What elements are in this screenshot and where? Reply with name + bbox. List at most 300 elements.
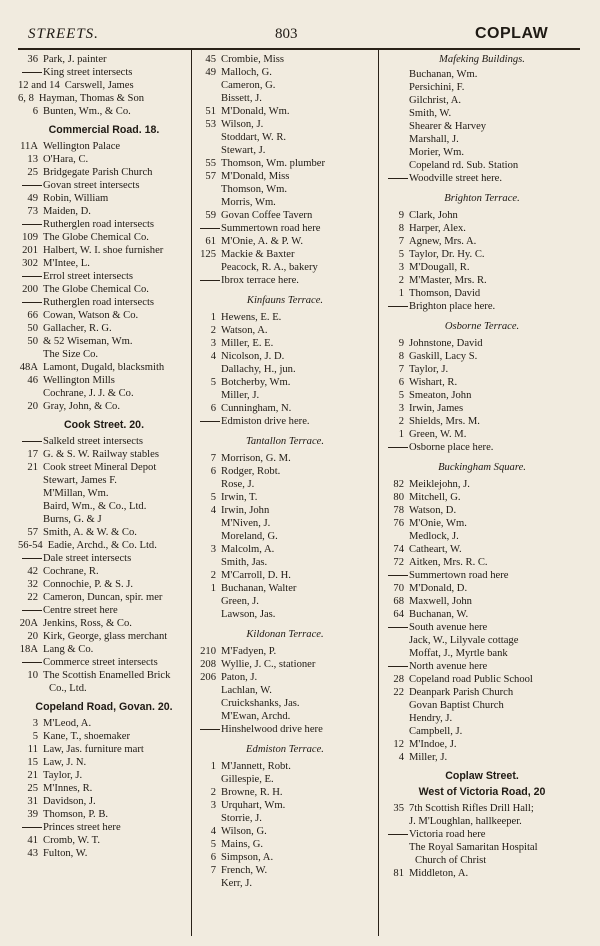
terrace-heading: Kildonan Terrace.	[246, 629, 324, 640]
directory-entry	[196, 66, 374, 79]
entry-name: 7th Scottish Rifles Drill Hall;	[409, 803, 534, 814]
house-number: 25	[27, 167, 38, 178]
directory-entry	[18, 643, 190, 656]
cross-street-note: Hinshelwood drive here	[196, 723, 374, 736]
house-number: 1	[398, 288, 404, 299]
house-number: 5	[32, 731, 38, 742]
house-number: 81	[393, 868, 404, 879]
directory-entry-continued: Buchanan, Wm.	[409, 69, 478, 80]
house-number: 11	[27, 744, 38, 755]
house-number: 201	[22, 245, 38, 256]
directory-entry	[384, 867, 580, 880]
directory-entry	[196, 170, 374, 183]
house-number: 8	[398, 223, 404, 234]
directory-entry	[384, 478, 580, 491]
entry-name: Hayman, Thomas & Son	[38, 93, 145, 104]
directory-entry	[196, 376, 374, 389]
cross-street-note: Rutherglen road intersects	[18, 296, 190, 309]
entry-name: Cochrane, R.	[43, 566, 99, 577]
directory-entry-continued: Gillespie, E.	[221, 774, 274, 785]
house-number: 4	[210, 351, 216, 362]
directory-entry	[196, 645, 374, 658]
entry-name: Simpson, A.	[221, 852, 274, 863]
house-number: 49	[205, 67, 216, 78]
entry-name: Hewens, E. E.	[221, 312, 282, 323]
entry-name: G. & S. W. Railway stables	[43, 449, 159, 460]
directory-entry	[18, 539, 190, 552]
entry-name: Fulton, W.	[43, 848, 88, 859]
directory-entry-continued: Campbell, J.	[409, 726, 463, 737]
house-number: 1	[210, 312, 216, 323]
directory-entry	[384, 686, 580, 699]
house-number: 20A	[19, 618, 38, 629]
entry-name: Nicolson, J. D.	[221, 351, 285, 362]
house-number: 22	[27, 592, 38, 603]
directory-entry	[196, 209, 374, 222]
directory-entry	[18, 617, 190, 630]
entry-name: M'Dougall, R.	[409, 262, 470, 273]
house-number: 21	[27, 462, 38, 473]
directory-entry	[18, 834, 190, 847]
house-number: 66	[27, 310, 38, 321]
directory-entry-continued: Shearer & Harvey	[409, 121, 487, 132]
house-number: 64	[393, 609, 404, 620]
entry-name: M'Onie, A. & P. W.	[221, 236, 303, 247]
directory-entry	[18, 244, 190, 257]
entry-name: Thomson, David	[409, 288, 481, 299]
directory-entry	[196, 311, 374, 324]
terrace-heading: Buckingham Square.	[438, 462, 526, 473]
directory-entry-continued: Smith, Jas.	[221, 557, 268, 568]
house-number: 50	[27, 336, 38, 347]
house-number: 5	[398, 390, 404, 401]
directory-entry	[384, 608, 580, 621]
house-number: 3	[210, 338, 216, 349]
entry-name: Watson, A.	[221, 325, 268, 336]
directory-entry	[18, 105, 190, 118]
cross-street-note: Commerce street intersects	[18, 656, 190, 669]
entry-name: Buchanan, Walter	[221, 583, 297, 594]
directory-entry	[18, 730, 190, 743]
entry-name: Wilson, G.	[221, 826, 267, 837]
directory-entry	[384, 595, 580, 608]
entry-name: Copeland road Public School	[409, 674, 533, 685]
house-number: 9	[398, 210, 404, 221]
directory-entry	[18, 448, 190, 461]
entry-name: Cameron, Duncan, spir. mer	[43, 592, 163, 603]
directory-entry-continued: Burns, G. & J	[43, 514, 102, 525]
house-number: 76	[393, 518, 404, 529]
directory-entry	[18, 257, 190, 270]
directory-entry	[384, 389, 580, 402]
street-heading: Coplaw Street.	[445, 770, 519, 782]
directory-entry	[384, 402, 580, 415]
entry-name: Paton, J.	[221, 672, 258, 683]
house-number: 1	[210, 761, 216, 772]
directory-entry	[196, 582, 374, 595]
entry-name: M'Onie, Wm.	[409, 518, 467, 529]
entry-name: Irwin, John	[221, 505, 270, 516]
directory-entry	[196, 465, 374, 478]
directory-entry	[196, 402, 374, 415]
entry-name: Crombie, Miss	[221, 54, 284, 65]
column-divider-2	[378, 50, 379, 936]
directory-entry-continued: Dallachy, H., jun.	[221, 364, 296, 375]
house-number: 57	[27, 527, 38, 538]
entry-name: Maiden, D.	[43, 206, 91, 217]
directory-entry	[196, 157, 374, 170]
cross-street-note: Ibrox terrace here.	[196, 274, 374, 287]
directory-entry	[384, 209, 580, 222]
directory-entry	[196, 671, 374, 684]
entry-name: Rodger, Robt.	[221, 466, 281, 477]
cross-street-note: King street intersects	[18, 66, 190, 79]
directory-entry	[384, 235, 580, 248]
house-number: 5	[210, 492, 216, 503]
entry-name: Morrison, G. M.	[221, 453, 291, 464]
entry-name: Connochie, P. & S. J.	[43, 579, 134, 590]
house-number: 7	[398, 364, 404, 375]
house-number: 17	[27, 449, 38, 460]
directory-entry	[18, 847, 190, 860]
entry-name: Watson, D.	[409, 505, 457, 516]
entry-name: Bridgegate Parish Church	[43, 167, 153, 178]
entry-name: Thomson, P. B.	[43, 809, 109, 820]
directory-entry-continued: Smith, W.	[409, 108, 452, 119]
directory-entry	[384, 504, 580, 517]
entry-name: M'Donald, D.	[409, 583, 468, 594]
directory-entry-continued: Moffat, J., Myrtle bank	[409, 648, 508, 659]
cross-street-note: Summertown road here	[384, 569, 580, 582]
directory-entry	[18, 743, 190, 756]
house-number: 13	[27, 154, 38, 165]
directory-entry	[384, 738, 580, 751]
house-number: 2	[398, 275, 404, 286]
directory-entry	[384, 222, 580, 235]
entry-name: Robin, William	[43, 193, 109, 204]
house-number: 2	[210, 325, 216, 336]
entry-name: Cromb, W. T.	[43, 835, 100, 846]
entry-name: Browne, R. H.	[221, 787, 283, 798]
cross-street-note: Brighton place here.	[384, 300, 580, 313]
directory-entry	[196, 324, 374, 337]
house-number: 53	[205, 119, 216, 130]
entry-name: Jenkins, Ross, & Co.	[43, 618, 132, 629]
house-number: 21	[27, 770, 38, 781]
directory-entry-continued: Stewart, J.	[221, 145, 266, 156]
directory-entry	[18, 526, 190, 539]
house-number: 51	[205, 106, 216, 117]
entry-name: M'Donald, Miss	[221, 171, 290, 182]
house-number: 7	[210, 453, 216, 464]
directory-entry	[384, 350, 580, 363]
directory-entry-continued: M'Millan, Wm.	[43, 488, 109, 499]
directory-entry-continued: Baird, Wm., & Co., Ltd.	[43, 501, 147, 512]
directory-entry	[196, 504, 374, 517]
directory-entry	[384, 428, 580, 441]
directory-entry	[196, 248, 374, 261]
entry-name: & 52 Wiseman, Wm.	[43, 336, 133, 347]
entry-name: Kane, T., shoemaker	[43, 731, 130, 742]
entry-name: Johnstone, David	[409, 338, 483, 349]
terrace-heading: Kinfauns Terrace.	[246, 295, 324, 306]
cross-street-note: Salkeld street intersects	[18, 435, 190, 448]
directory-entry	[384, 673, 580, 686]
cross-street-note: Dale street intersects	[18, 552, 190, 565]
entry-name: Wishart, R.	[409, 377, 458, 388]
house-number: 109	[22, 232, 38, 243]
directory-entry	[18, 591, 190, 604]
entry-name: Miller, J.	[409, 752, 448, 763]
entry-name: Gray, John, & Co.	[43, 401, 120, 412]
house-number: 45	[205, 54, 216, 65]
directory-entry-continued: The Royal Samaritan Hospital	[409, 842, 538, 853]
entry-name: Bunten, Wm., & Co.	[43, 106, 131, 117]
header-rule	[18, 48, 580, 50]
entry-name: The Globe Chemical Co.	[43, 284, 149, 295]
directory-entry-continued: Peacock, R. A., bakery	[221, 262, 318, 273]
entry-name: M'Carroll, D. H.	[221, 570, 291, 581]
entry-name: M'Jannett, Robt.	[221, 761, 291, 772]
directory-entry-continued: Bissett, J.	[221, 93, 262, 104]
entry-name: Taylor, J.	[409, 364, 449, 375]
house-number: 56-54	[18, 540, 43, 551]
directory-entry-continued: Church of Christ	[415, 855, 487, 866]
directory-entry-continued: Miller, J.	[221, 390, 260, 401]
directory-entry	[18, 578, 190, 591]
directory-entry	[196, 799, 374, 812]
house-number: 73	[27, 206, 38, 217]
entry-name: M'Leod, A.	[43, 718, 92, 729]
entry-name: Davidson, J.	[43, 796, 96, 807]
directory-entry-continued: Gilchrist, A.	[409, 95, 462, 106]
street-heading: Commercial Road. 18.	[48, 124, 160, 136]
directory-entry	[18, 769, 190, 782]
house-number: 22	[393, 687, 404, 698]
directory-entry-continued: Marshall, J.	[409, 134, 459, 145]
entry-name: Malloch, G.	[221, 67, 272, 78]
directory-entry	[384, 751, 580, 764]
directory-entry	[196, 53, 374, 66]
house-number: 3	[398, 403, 404, 414]
house-number: 4	[210, 505, 216, 516]
directory-entry	[18, 140, 190, 153]
entry-name: Taylor, Dr. Hy. C.	[409, 249, 485, 260]
directory-entry-continued: Lawson, Jas.	[221, 609, 276, 620]
entry-name: The Globe Chemical Co.	[43, 232, 149, 243]
entry-name: Buchanan, W.	[409, 609, 469, 620]
directory-entry	[384, 248, 580, 261]
directory-entry-continued: Stoddart, W. R.	[221, 132, 287, 143]
house-number: 11A	[20, 141, 38, 152]
house-number: 200	[22, 284, 38, 295]
house-number: 12 and 14	[18, 80, 60, 91]
directory-entry-continued: Medlock, J.	[409, 531, 459, 542]
house-number: 41	[27, 835, 38, 846]
cross-street-note: Victoria road here	[384, 828, 580, 841]
house-number: 7	[210, 865, 216, 876]
house-number: 125	[200, 249, 216, 260]
directory-entry	[18, 717, 190, 730]
house-number: 82	[393, 479, 404, 490]
entry-name: Botcherby, Wm.	[221, 377, 291, 388]
house-number: 80	[393, 492, 404, 503]
directory-entry	[196, 838, 374, 851]
cross-street-note: Govan street intersects	[18, 179, 190, 192]
house-number: 31	[27, 796, 38, 807]
house-number: 55	[205, 158, 216, 169]
directory-entry	[196, 825, 374, 838]
house-number: 6	[210, 466, 216, 477]
entry-name: Irwin, T.	[221, 492, 258, 503]
house-number: 3	[210, 800, 216, 811]
directory-entry	[196, 786, 374, 799]
house-number: 6	[398, 377, 404, 388]
directory-entry-continued: Persichini, F.	[409, 82, 465, 93]
directory-entry	[384, 415, 580, 428]
entry-name: Halbert, W. I. shoe furnisher	[43, 245, 164, 256]
entry-name: Law, Jas. furniture mart	[43, 744, 144, 755]
house-number: 4	[398, 752, 404, 763]
directory-entry-continued: Cochrane, J. J. & Co.	[43, 388, 134, 399]
entry-name: Agnew, Mrs. A.	[409, 236, 477, 247]
house-number: 68	[393, 596, 404, 607]
directory-entry	[384, 274, 580, 287]
house-number: 2	[398, 416, 404, 427]
cross-street-note: Errol street intersects	[18, 270, 190, 283]
directory-entry	[196, 543, 374, 556]
cross-street-note: Centre street here	[18, 604, 190, 617]
directory-entry-continued: Stewart, James F.	[43, 475, 117, 486]
terrace-heading: Osborne Terrace.	[444, 321, 520, 332]
directory-entry	[18, 231, 190, 244]
house-number: 8	[398, 351, 404, 362]
entry-name: Cook street Mineral Depot	[43, 462, 157, 473]
entry-name: Mains, G.	[221, 839, 264, 850]
entry-name: Maxwell, John	[409, 596, 472, 607]
entry-name: Carswell, James	[64, 80, 134, 91]
entry-name: Law, J. N.	[43, 757, 87, 768]
directory-entry	[18, 808, 190, 821]
entry-name: Deanpark Parish Church	[409, 687, 514, 698]
directory-entry	[196, 760, 374, 773]
terrace-heading: Edmiston Terrace.	[246, 744, 324, 755]
entry-name: M'Indoe, J.	[409, 739, 457, 750]
house-number: 20	[27, 631, 38, 642]
house-number: 74	[393, 544, 404, 555]
directory-entry	[196, 452, 374, 465]
entry-name: Aitken, Mrs. R. C.	[409, 557, 488, 568]
entry-name: Wilson, J.	[221, 119, 264, 130]
house-number: 36	[27, 54, 38, 65]
directory-entry	[384, 376, 580, 389]
directory-entry	[18, 565, 190, 578]
house-number: 72	[393, 557, 404, 568]
house-number: 208	[200, 659, 216, 670]
entry-name: Smeaton, John	[409, 390, 472, 401]
directory-entry	[384, 491, 580, 504]
directory-entry	[18, 461, 190, 474]
house-number: 5	[210, 839, 216, 850]
cross-street-note: South avenue here	[384, 621, 580, 634]
entry-name: M'Intee, L.	[43, 258, 90, 269]
directory-entry	[18, 322, 190, 335]
house-number: 59	[205, 210, 216, 221]
directory-entry	[384, 337, 580, 350]
entry-name: French, W.	[221, 865, 268, 876]
house-number: 5	[210, 377, 216, 388]
directory-entry	[18, 166, 190, 179]
house-number: 2	[210, 787, 216, 798]
directory-entry	[384, 363, 580, 376]
entry-name: Irwin, James	[409, 403, 464, 414]
directory-entry	[384, 802, 580, 815]
entry-name: M'Donald, Wm.	[221, 106, 290, 117]
house-number: 42	[27, 566, 38, 577]
house-number: 61	[205, 236, 216, 247]
entry-name: Eadie, Archd., & Co. Ltd.	[47, 540, 157, 551]
house-number: 70	[393, 583, 404, 594]
directory-entry	[18, 309, 190, 322]
directory-entry	[18, 756, 190, 769]
entry-name: Mackie & Baxter	[221, 249, 295, 260]
page-number: 803	[275, 26, 298, 42]
directory-entry	[196, 569, 374, 582]
entry-name: Cunningham, N.	[221, 403, 292, 414]
directory-entry-continued: Govan Baptist Church	[409, 700, 504, 711]
cross-street-note: Edmiston drive here.	[196, 415, 374, 428]
entry-name: O'Hara, C.	[43, 154, 89, 165]
directory-entry	[196, 864, 374, 877]
entry-name: Govan Coffee Tavern	[221, 210, 313, 221]
column-2	[196, 53, 374, 890]
terrace-heading: Mafeking Buildings.	[439, 54, 525, 65]
house-number: 2	[210, 570, 216, 581]
directory-entry-continued: Kerr, J.	[221, 878, 253, 889]
entry-name: Mitchell, G.	[409, 492, 461, 503]
directory-entry	[18, 92, 190, 105]
cross-street-note: North avenue here	[384, 660, 580, 673]
cross-street-note: Osborne place here.	[384, 441, 580, 454]
running-head-left: STREETS.	[28, 26, 99, 42]
house-number: 20	[27, 401, 38, 412]
house-number: 1	[398, 429, 404, 440]
terrace-heading: Brighton Terrace.	[444, 193, 520, 204]
directory-entry	[196, 235, 374, 248]
cross-street-note: Summertown road here	[196, 222, 374, 235]
directory-entry	[18, 53, 190, 66]
entry-name: Miller, E. E.	[221, 338, 274, 349]
directory-entry-continued: M'Niven, J.	[221, 518, 271, 529]
terrace-heading: Tantallon Terrace.	[245, 436, 325, 447]
house-number: 1	[210, 583, 216, 594]
house-number: 3	[398, 262, 404, 273]
directory-entry-continued: Jack, W., Lilyvale cottage	[409, 635, 519, 646]
directory-entry	[196, 851, 374, 864]
directory-entry	[196, 658, 374, 671]
directory-entry	[384, 543, 580, 556]
directory-entry	[18, 782, 190, 795]
house-number: 6	[210, 852, 216, 863]
house-number: 15	[27, 757, 38, 768]
directory-entry	[196, 350, 374, 363]
directory-entry	[384, 517, 580, 530]
directory-entry-continued: Morris, Wm.	[221, 197, 276, 208]
house-number: 18A	[19, 644, 38, 655]
house-number: 206	[200, 672, 216, 683]
directory-entry	[18, 192, 190, 205]
entry-name: Lang & Co.	[43, 644, 94, 655]
